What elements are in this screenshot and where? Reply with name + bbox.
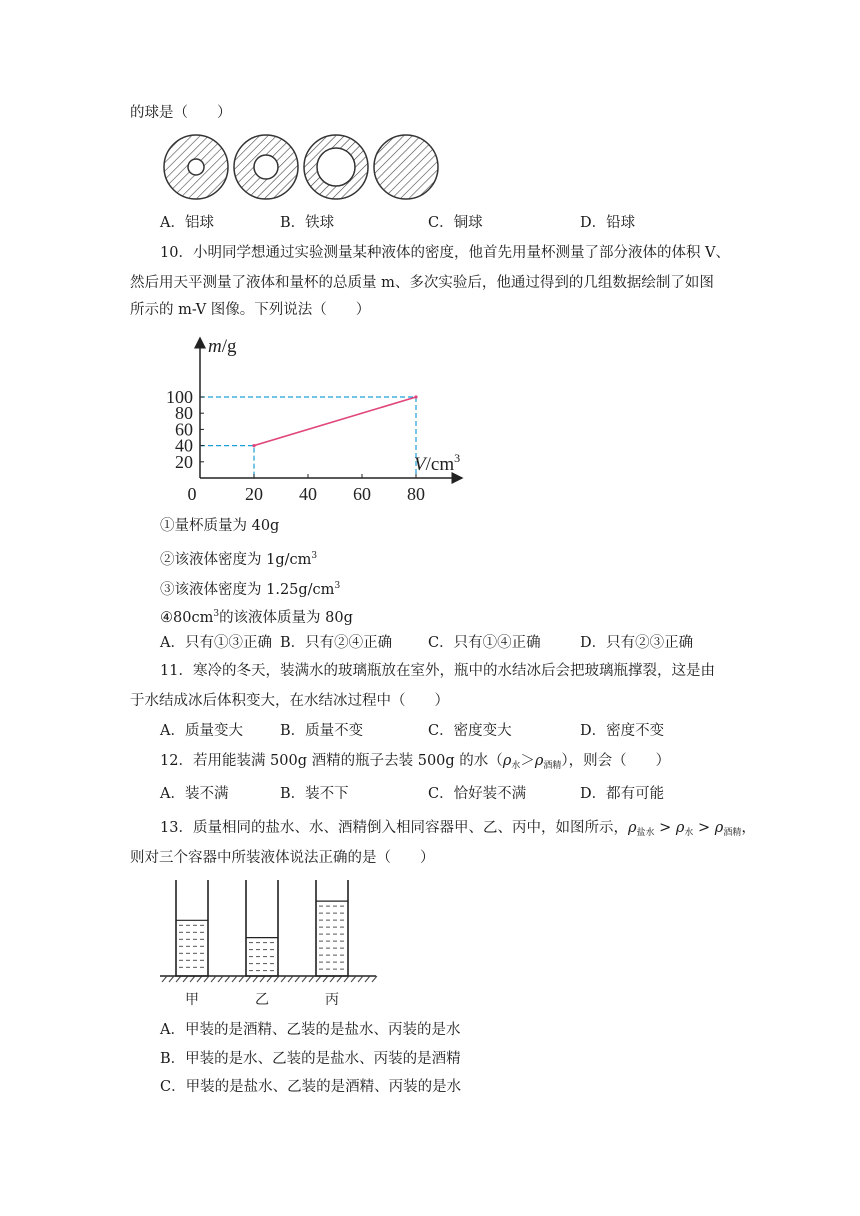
q9-stem-tail: 的球是（ ） [130,105,232,121]
q10-option-a: A．只有①③正确 [160,635,272,651]
container-wall [246,880,278,976]
container-label: 甲 [185,993,199,1008]
ground-hatch [288,976,293,982]
ground-hatch [197,976,202,982]
ground-hatch [169,976,174,982]
y-tick-label: 20 [175,451,193,472]
container-label: 丙 [325,993,339,1008]
q13-stem-line1: 13．质量相同的盐水、水、酒精倒入相同容器甲、乙、丙中，如图所示，$\rho_{盐水} > \rho_水 > \rho_{酒精}$， [160,820,756,838]
q13-option-b: B．甲装的是水、乙装的是盐水、丙装的是酒精 [160,1051,461,1067]
q12-option-c: C．恰好装不满 [428,786,527,802]
container-wall [176,880,208,976]
q9-option-c: C．铜球 [428,215,483,231]
ground-hatch [337,976,342,982]
ground-hatch [204,976,209,982]
ground-hatch [218,976,223,982]
q11-option-a: A．质量变大 [160,723,243,739]
x-axis-label: $V/cm^3$ [414,451,461,475]
q10-statement-2: ②该液体密度为 $1g/cm^3$ [160,551,318,568]
ground-hatch [190,976,195,982]
y-tick-label: 60 [175,419,193,440]
ground-hatch [281,976,286,982]
q9-option-d: D．铅球 [580,215,636,231]
q13-containers-figure [160,872,380,1012]
ball-lead [374,135,438,199]
ball-copper [304,135,368,199]
ground-hatch [183,976,188,982]
q10-option-d: D．只有②③正确 [580,635,694,651]
ground-hatch [365,976,370,982]
q11-stem-line2: 于水结成冰后体积变大，在水结冰过程中（ ） [130,693,449,709]
guide-line-2 [200,397,416,478]
data-point-2 [414,395,417,398]
q9-balls-figure [160,133,450,203]
q12-option-a: A．装不满 [160,786,229,802]
ground-hatch [225,976,230,982]
data-point-1 [252,444,255,447]
x-tick-label: 40 [299,484,317,504]
q12-option-d: D．都有可能 [580,786,665,802]
data-line [254,397,416,446]
ground-hatch [274,976,279,982]
ground-hatch [295,976,300,982]
x-tick-label: 0 [187,484,197,504]
ground-hatch [246,976,251,982]
ground-hatch [302,976,307,982]
m-v-chart [150,330,470,510]
ground-hatch [162,976,167,982]
ball-aluminum [164,135,228,199]
container-1 [176,880,208,976]
q10-stem-line3: 所示的 m-V 图像。下列说法（ ） [130,302,371,318]
q11-option-d: D．密度不变 [580,723,665,739]
q9-option-a: A．铝球 [160,215,214,231]
y-tick-label: 100 [166,387,193,407]
q13-option-a: A．甲装的是酒精、乙装的是盐水、丙装的是水 [160,1022,461,1038]
q11-option-b: B．质量不变 [280,723,364,739]
q10-stem-line1: 10．小明同学想通过实验测量某种液体的密度，他首先用量杯测量了部分液体的体积 V、 [160,245,731,261]
ground-hatch [267,976,272,982]
container-label: 乙 [255,993,269,1008]
q10-stem-line2: 然后用天平测量了液体和量杯的总质量 m、多次实验后，他通过得到的几组数据绘制了如图 [130,275,714,291]
y-tick-label: 80 [175,403,193,424]
ground-hatch [309,976,314,982]
q10-option-c: C．只有①④正确 [428,635,541,651]
ground-hatch [253,976,258,982]
ball-iron [234,135,298,199]
ground-hatch [323,976,328,982]
ground-hatch [176,976,181,982]
q12-option-b: B．装不下 [280,786,349,802]
q9-option-b: B．铁球 [280,215,335,231]
ground-hatch [232,976,237,982]
q10-option-b: B．只有②④正确 [280,635,393,651]
y-axis-label: m/g [208,336,237,357]
ground-hatch [351,976,356,982]
x-tick-label: 80 [407,484,425,504]
q11-option-c: C．密度变大 [428,723,512,739]
guide-line-1 [200,446,254,478]
q10-statement-4: $④80cm^3$的该液体质量为 80g [160,609,353,626]
ground-hatch [330,976,335,982]
x-tick-label: 60 [353,484,371,504]
container-wall [316,880,348,976]
q13-option-c: C．甲装的是盐水、乙装的是酒精、丙装的是水 [160,1079,462,1095]
x-tick-label: 20 [245,484,263,504]
ground-hatch [344,976,349,982]
container-3 [316,880,348,976]
y-tick-label: 40 [175,435,193,456]
q10-statement-1: ①量杯质量为 40g [160,518,280,534]
q13-stem-line2: 则对三个容器中所装液体说法正确的是（ ） [130,850,435,866]
q10-statement-3: ③该液体密度为 $1.25g/cm^3$ [160,581,341,598]
ground-hatch [316,976,321,982]
ground-hatch [239,976,244,982]
ground-hatch [211,976,216,982]
ground-hatch [260,976,265,982]
container-2 [246,880,278,976]
ground-hatch [372,976,377,982]
q11-stem-line1: 11．寒冷的冬天，装满水的玻璃瓶放在室外，瓶中的水结冰后会把玻璃瓶撑裂，这是由 [160,663,715,679]
q12-stem: 12．若用能装满 500g 酒精的瓶子去装 500g 的水$(\rho_水>\rho_{酒精})$，则会（ ） [160,753,671,771]
ground-hatch [358,976,363,982]
